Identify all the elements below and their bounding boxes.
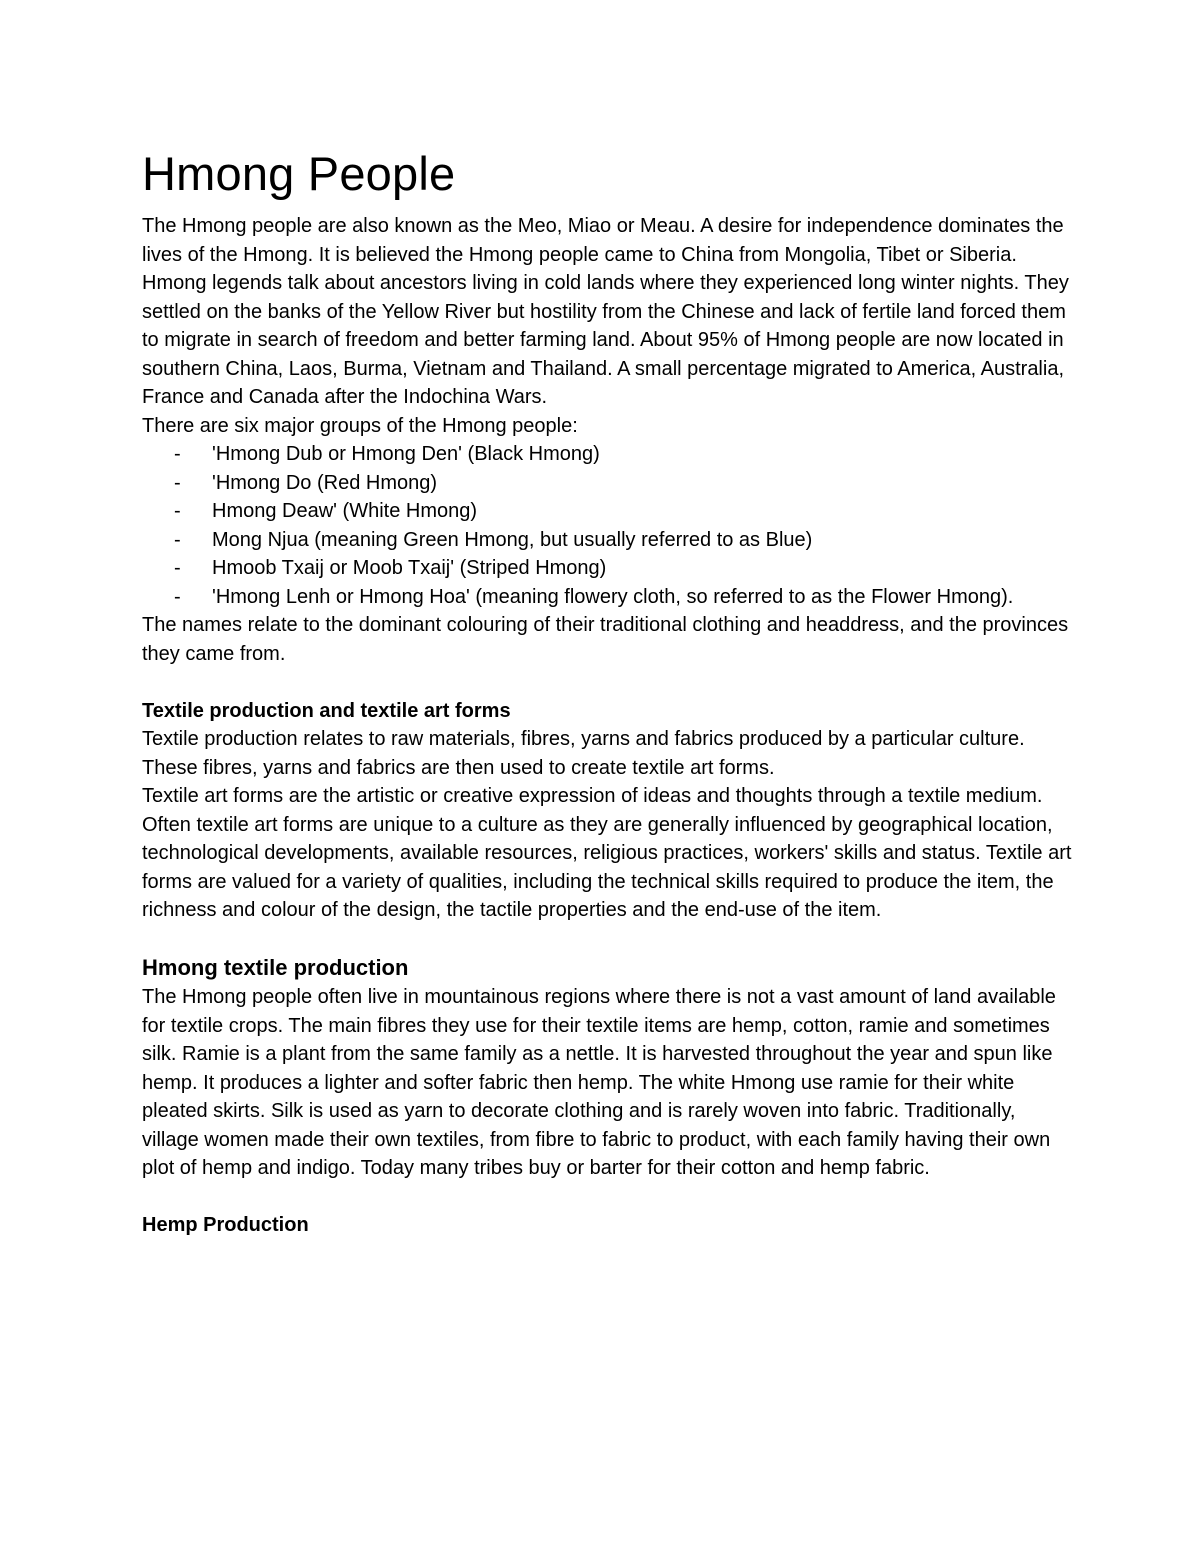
textile-art-paragraph: Textile art forms are the artistic or creative expression of ideas and thoughts through a textile medium. Often textile art forms are unique to a culture as they are generally influenced by geographical location, technological developments, available resources, religious practices, workers' skills and status. Textile art forms are valued for a variety of qualities, including the technical skills required to produce the item, the richness and colour of the design, the tactile properties and the end-use of the item.: [142, 785, 1072, 921]
list-item: [142, 554, 1072, 583]
list-marker: -: [174, 557, 181, 579]
hmong-textile-heading: Hmong textile production: [142, 955, 409, 980]
intro-paragraph: The Hmong people are also known as the Meo, Miao or Meau. A desire for independence dominates the lives of the Hmong. It is believed the Hmong people came to China from Mongolia, Tibet or Siberia. Hmong legends talk about ancestors living in cold lands where they experienced long winter nights. They settled on the banks of the Yellow River but hostility from the Chinese and lack of fertile land forced them to migrate in search of freedom and better farming land. About 95% of Hmong people are now located in southern China, Laos, Burma, Vietnam and Thailand. A small percentage migrated to America, Australia, France and Canada after the Indochina Wars.: [142, 215, 1069, 408]
list-item: [142, 583, 1072, 612]
list-marker: -: [174, 443, 181, 465]
list-marker: -: [174, 500, 181, 522]
textile-paragraph: Textile production relates to raw materials, fibres, yarns and fabrics produced by a particular culture. These fibres, yarns and fabrics are then used to create textile art forms.: [142, 728, 1025, 779]
list-item: [142, 497, 1072, 526]
blank-line: [142, 1183, 1072, 1212]
groups-intro: There are six major groups of the Hmong people:: [142, 414, 578, 437]
names-paragraph: The names relate to the dominant colouring of their traditional clothing and headdress, and the provinces they came from.: [142, 614, 1069, 665]
list-item-text: 'Hmong Lenh or Hmong Hoa' (meaning flowery cloth, so referred to as the Flower Hmong).: [212, 585, 1014, 608]
groups-list: [142, 440, 1072, 611]
page-title: Hmong People: [142, 147, 456, 200]
blank-line: [142, 925, 1072, 954]
list-item: [142, 526, 1072, 555]
list-item-text: Hmoob Txaij or Moob Txaij' (Striped Hmong): [212, 557, 607, 579]
list-marker: -: [174, 528, 181, 551]
list-marker: -: [174, 471, 181, 494]
list-marker: -: [174, 585, 181, 608]
hmong-textile-paragraph: The Hmong people often live in mountainous regions where there is not a vast amount of land available for textile crops. The main fibres they use for their textile items are hemp, cotton, ramie and sometimes silk. Ramie is a plant from the same family as a nettle. It is harvested throughout the year and spun like hemp. It produces a lighter and softer fabric then hemp. The white Hmong use ramie for their white pleated skirts. Silk is used as yarn to decorate clothing and is rarely woven into fabric. Traditionally, village women made their own textiles, from fibre to fabric to product, with each family having their own plot of hemp and indigo. Today many tribes buy or barter for their cotton and hemp fabric.: [142, 986, 1056, 1179]
list-item: [142, 440, 1072, 469]
list-item-text: Hmong Deaw' (White Hmong): [212, 500, 478, 522]
hemp-heading: Hemp Production: [142, 1214, 309, 1236]
list-item-text: 'Hmong Do (Red Hmong): [212, 471, 438, 494]
blank-line: [142, 668, 1072, 697]
list-item: [142, 469, 1072, 498]
document-page: [142, 140, 1072, 1240]
list-item-text: 'Hmong Dub or Hmong Den' (Black Hmong): [212, 443, 600, 465]
list-item-text: Mong Njua (meaning Green Hmong, but usually referred to as Blue): [212, 528, 813, 551]
textile-heading: Textile production and textile art forms: [142, 699, 511, 722]
